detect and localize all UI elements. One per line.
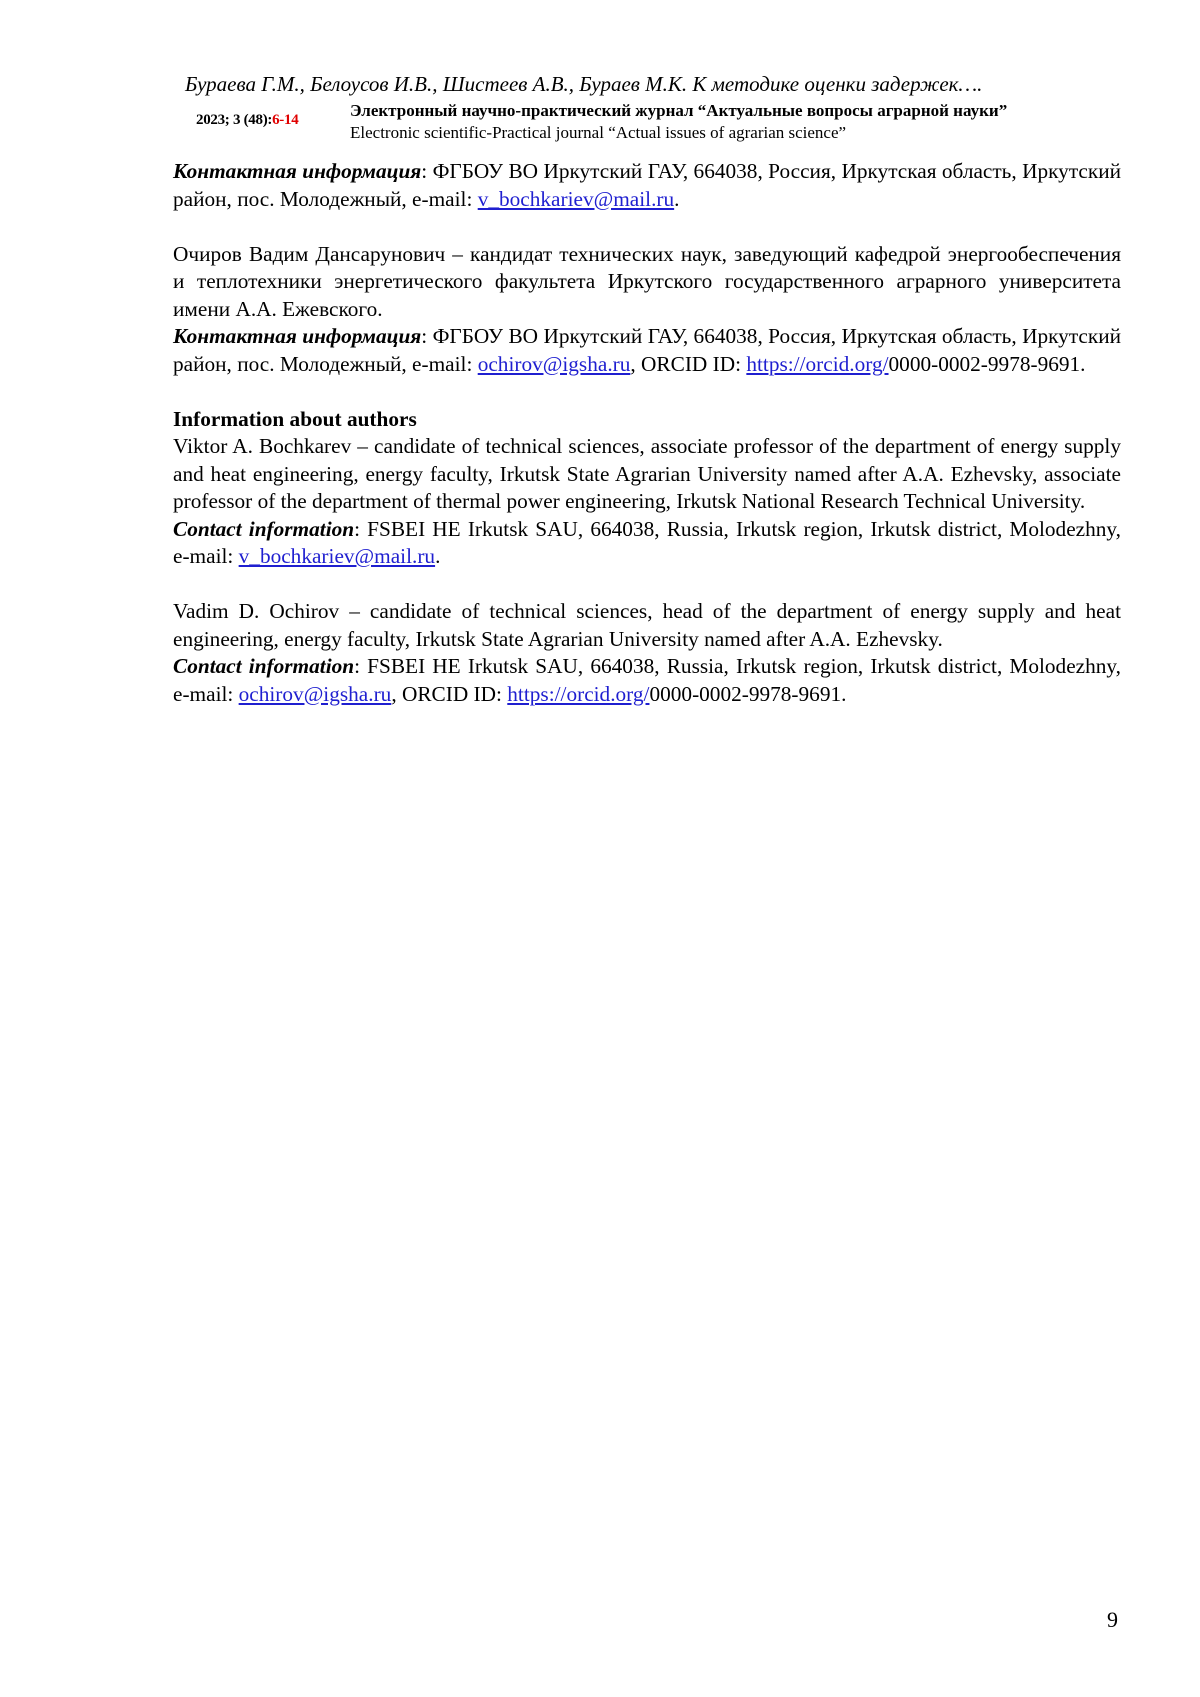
- en-author-1-bio: Viktor A. Bochkarev – candidate of technical sciences, associate professor of the department of energy supply and heat engineering, energy faculty, Irkutsk State Agrarian University named after A.A. Ezhevsky, associate professor of the department of thermal power engineering, Irkutsk National Research Technical University.: [173, 434, 1121, 513]
- en-contact-1: [173, 516, 1121, 571]
- orcid-id: 0000-0002-9978-9691.: [888, 351, 1086, 376]
- contact-text: : ФГБОУ ВО Иркутский ГАУ, 664038, Россия, Иркутская область, Иркутский район, пос. Молодежный, e-mail:: [173, 159, 1121, 211]
- issue-pages: 6-14: [272, 112, 299, 128]
- en-contact-2: [173, 653, 1121, 708]
- contact-end: .: [435, 544, 441, 568]
- orcid-label: , ORCID ID:: [630, 351, 747, 376]
- email-link[interactable]: v_bochkariev@mail.ru: [238, 544, 436, 568]
- running-header-authors: Бураева Г.М., Белоусов И.В., Шистеев А.В., Бураев М.К. К методике оценки задержек….: [185, 72, 983, 96]
- orcid-link[interactable]: https://orcid.org/: [507, 681, 650, 706]
- contact-text: : ФГБОУ ВО Иркутский ГАУ, 664038, Россия, Иркутская область, Иркутский район, пос. Молодежный, e-mail:: [173, 324, 1121, 376]
- contact-label: Contact information: [173, 516, 355, 541]
- orcid-link[interactable]: https://orcid.org/: [746, 351, 889, 376]
- ru-contact-1: [173, 158, 1121, 213]
- ru-contact-2: [173, 323, 1121, 378]
- email-link[interactable]: ochirov@igsha.ru: [238, 681, 392, 706]
- section-heading: Information about authors: [173, 406, 417, 431]
- journal-title-en: Electronic scientific-Practical journal “Actual issues of agrarian science”: [350, 123, 847, 142]
- contact-text: : FSBEI HE Irkutsk SAU, 664038, Russia, Irkutsk region, Irkutsk district, Molodezhny, e-mail:: [173, 654, 1121, 706]
- contact-text: : FSBEI HE Irkutsk SAU, 664038, Russia, Irkutsk region, Irkutsk district, Molodezhny, e-mail:: [173, 516, 1121, 568]
- ru-author-2-bio: Очиров Вадим Дансарунович – кандидат технических наук, заведующий кафедрой энергообеспечения и теплотехники энергетического факультета Иркутского государственного аграрного университета имени А.А. Ежевского.: [173, 241, 1121, 321]
- en-author-2-bio: Vadim D. Ochirov – candidate of technical sciences, head of the department of energy supply and heat engineering, energy faculty, Irkutsk State Agrarian University named after A.A. Ezhevsky.: [173, 599, 1121, 651]
- journal-title-ru: Электронный научно-практический журнал “Актуальные вопросы аграрной науки”: [350, 101, 1008, 120]
- contact-label: Контактная информация: [173, 324, 422, 348]
- email-link[interactable]: v_bochkariev@mail.ru: [477, 186, 675, 211]
- email-link[interactable]: ochirov@igsha.ru: [477, 351, 631, 376]
- page-number: 9: [1107, 1607, 1118, 1632]
- contact-end: .: [674, 186, 680, 211]
- issue-info: [196, 112, 298, 129]
- main-text: [173, 158, 1121, 708]
- orcid-label: , ORCID ID:: [391, 681, 508, 706]
- issue-prefix: 2023; 3 (48):: [196, 112, 273, 128]
- orcid-id: 0000-0002-9978-9691.: [649, 681, 847, 706]
- contact-label: Contact information: [173, 654, 355, 678]
- contact-label: Контактная информация: [173, 159, 422, 183]
